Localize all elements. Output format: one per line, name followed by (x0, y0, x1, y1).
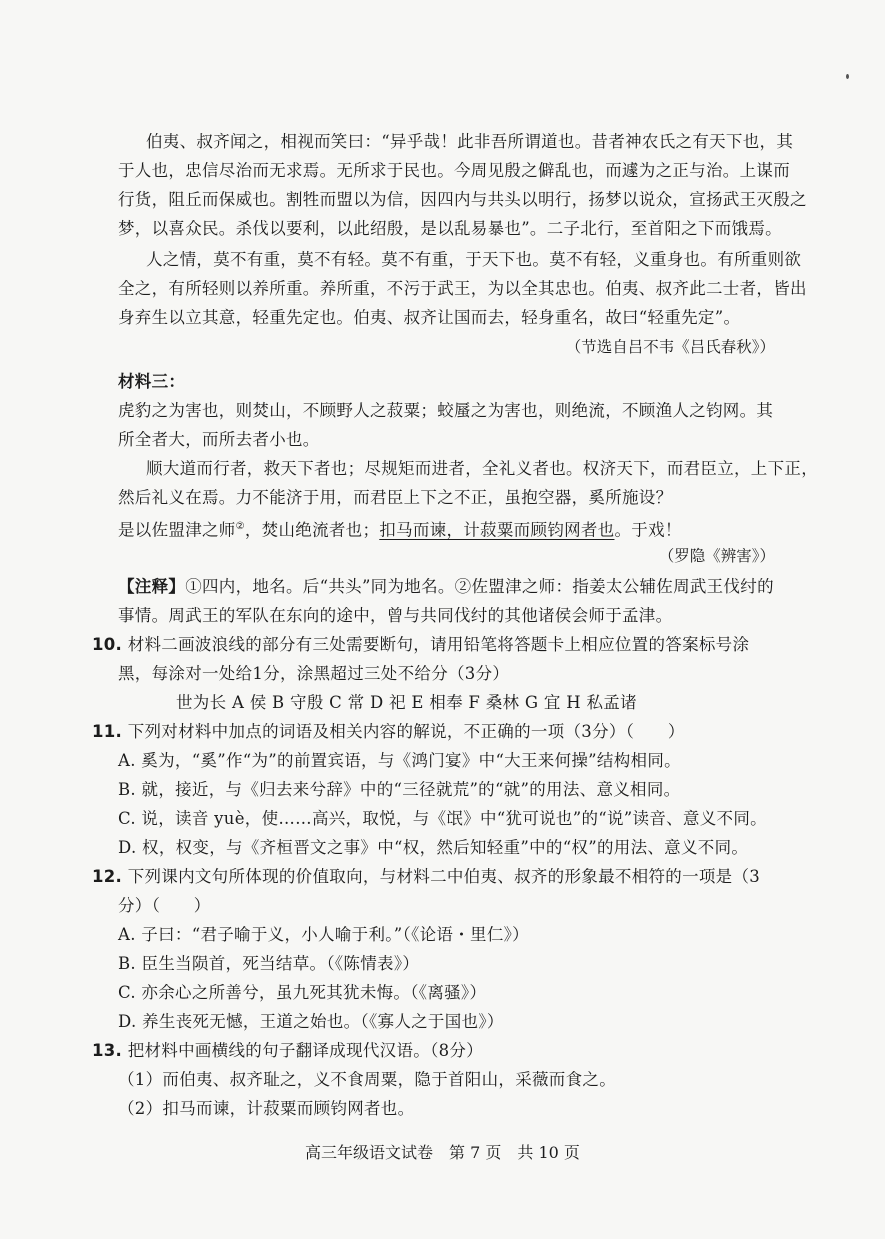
q10-number: 10. (92, 635, 123, 654)
q13-number: 13. (92, 1041, 123, 1060)
material3-p1-line2: 所全者大，而所去者小也。 (118, 430, 320, 449)
q13-item-2: （2）扣马而谏，计菽粟而顾钧网者也。 (118, 1099, 415, 1118)
footnote-marker: ② (235, 521, 245, 532)
material2-source: （节选自吕不韦《吕氏春秋》） (565, 338, 775, 356)
q12-stem-1: 下列课内文句所体现的价值取向，与材料二中伯夷、叔齐的形象最不相符的一项是（3 (127, 867, 761, 886)
page-footer: 高三年级语文试卷 第 7 页 共 10 页 (305, 1143, 580, 1162)
material3-source: （罗隐《辨害》） (658, 547, 775, 565)
q10-line2: 黑，每涂对一处给1分，涂黑超过三处不给分（3分） (118, 664, 510, 683)
q12-option-b: B. 臣生当陨首，死当结草。（《陈情表》） (118, 954, 420, 973)
material2-p2-line1: 人之情，莫不有重，莫不有轻。莫不有重，于天下也。莫不有轻，义重身也。有所重则欲 (146, 250, 802, 269)
q12-line2: 分）（ ） (118, 896, 211, 915)
q12-option-a: A. 子曰：“君子喻于义，小人喻于利。”（《论语・里仁》） (118, 925, 529, 944)
q10-options: 世为长 A 侯 B 守殷 C 常 D 祀 E 相奉 F 桑林 G 宜 H 私孟诸 (176, 693, 637, 712)
q11-option-c: C. 说，读音 yuè，使……高兴，取悦，与《氓》中“犹可说也”的“说”读音、意义不同。 (118, 809, 767, 828)
material2-p1-line3: 行货，阻丘而保威也。割牲而盟以为信，因四内与共头以明行，扬梦以说众，宣扬武王灭殷之 (118, 190, 807, 209)
q11-stem (92, 721, 685, 743)
material2-p2-line3: 身弃生以立其意，轻重先定也。伯夷、叔齐让国而去，轻身重名，故曰“轻重先定”。 (118, 308, 741, 327)
material3-p3-mid: ，焚山绝流者也； (244, 520, 380, 540)
material3-p2-line1: 顺大道而行者，救天下者也；尽规矩而进者，全礼义者也。权济天下，而君臣立，上下正， (146, 459, 818, 478)
q12-option-d: D. 养生丧死无憾，王道之始也。（《寡人之于国也》） (118, 1012, 504, 1031)
material2-p1-line1: 伯夷、叔齐闻之，相视而笑曰：“异乎哉！此非吾所谓道也。昔者神农氏之有天下也，其 (146, 132, 794, 151)
q11-option-a: A. 奚为，“奚”作“为”的前置宾语，与《鸿门宴》中“大王来何操”结构相同。 (118, 751, 681, 770)
q12-number: 12. (92, 867, 123, 886)
material2-p1-line2: 于人也，忠信尽治而无求焉。无所求于民也。今周见殷之僻乱也，而遽为之正与治。上谋而 (118, 161, 790, 180)
material2-p2-line2: 全之，有所轻则以养所重。养所重，不污于武王，为以全其忠也。伯夷、叔齐此二士者，皆出 (118, 279, 807, 298)
material3-p3 (118, 516, 682, 542)
scan-speck (846, 74, 849, 79)
notes-line1 (118, 576, 774, 598)
material3-heading: 材料三： (118, 372, 186, 391)
q10-stem-1: 材料二画波浪线的部分有三处需要断句，请用铅笔将答题卡上相应位置的答案标号涂 (127, 635, 750, 654)
q13-item-1: （1）而伯夷、叔齐耻之，义不食周粟，隐于首阳山，采薇而食之。 (118, 1070, 616, 1089)
q13-stem (92, 1040, 483, 1062)
material3-p3-before: 是以佐盟津之师 (118, 520, 236, 540)
material3-underlined-sentence: 扣马而谏，计菽粟而顾钧网者也 (379, 520, 615, 540)
notes-label: 【注释】 (118, 577, 186, 596)
material2-p1-line4: 梦，以喜众民。杀伐以要利，以此绍殷，是以乱易暴也”。二子北行，至首阳之下而饿焉。 (118, 219, 782, 238)
material3-p1-line1: 虎豹之为害也，则焚山，不顾野人之菽粟；蛟蜃之为害也，则绝流，不顾渔人之钧网。其 (118, 401, 774, 420)
q11-option-d: D. 权，权变，与《齐桓晋文之事》中“权，然后知轻重”中的“权”的用法、意义不同。 (118, 838, 749, 857)
material3-p2-line2: 然后礼义在焉。力不能济于用，而君臣上下之不正，虽抱空器，奚所施设？ (118, 488, 673, 507)
q10-line1 (92, 634, 749, 656)
q11-option-b: B. 就，接近，与《归去来兮辞》中的“三径就荒”的“就”的用法、意义相同。 (118, 780, 681, 799)
material3-p3-after: 。于戏！ (614, 520, 682, 540)
q13-stem-text: 把材料中画横线的句子翻译成现代汉语。（8分） (127, 1041, 484, 1060)
q12-option-c: C. 亦余心之所善兮，虽九死其犹未悔。（《离骚》） (118, 983, 487, 1002)
q12-line1 (92, 866, 760, 888)
q11-stem-text: 下列对材料中加点的词语及相关内容的解说，不正确的一项（3分）（ ） (127, 722, 685, 741)
notes-line2: 事情。周武王的军队在东向的途中，曾与共同伐纣的其他诸侯会师于孟津。 (118, 606, 673, 625)
notes-text1: ①四内，地名。后“共头”同为地名。②佐盟津之师：指姜太公辅佐周武王伐纣的 (185, 577, 774, 596)
q11-number: 11. (92, 722, 123, 741)
